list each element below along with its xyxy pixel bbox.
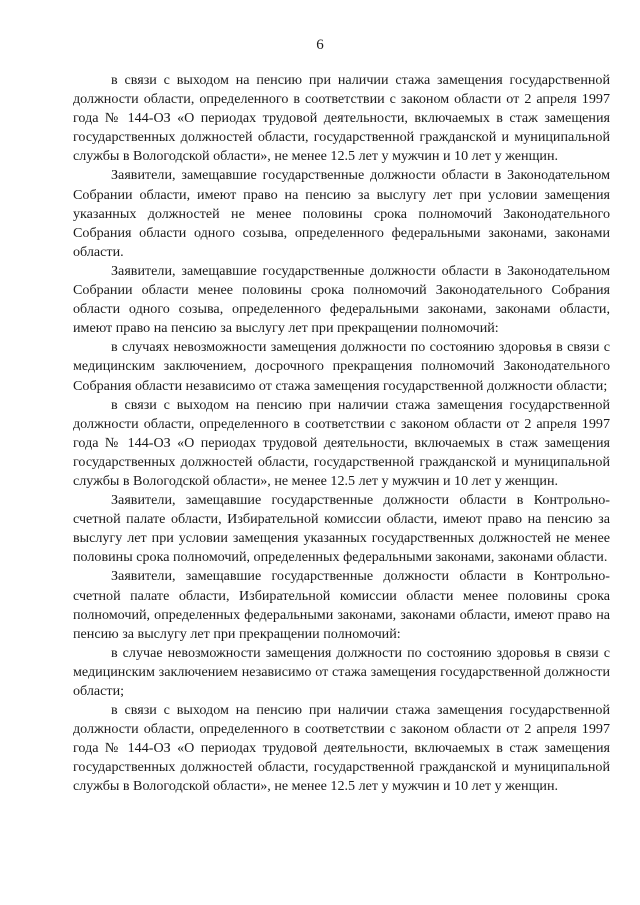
paragraph: в случаях невозможности замещения должности по состоянию здоровья в связи с медицинским заключением, досрочного прекращения полномочий Законодательного Собрания области независимо от стажа замещения государственной должности области;: [73, 339, 610, 394]
paragraph: в связи с выходом на пенсию при наличии стажа замещения государственной должности области, определенного в соответствии с законом области от 2 апреля 1997 года № 144-ОЗ «О периодах трудовой деятельности, включаемых в стаж замещения государственных должностей области, государственной гражданской и муниципальной службы в Вологодской области», не менее 12.5 лет у мужчин и 10 лет у женщин.: [73, 702, 610, 795]
paragraph: в связи с выходом на пенсию при наличии стажа замещения государственной должности области, определенного в соответствии с законом области от 2 апреля 1997 года № 144-ОЗ «О периодах трудовой деятельности, включаемых в стаж замещения государственных должностей области, государственной гражданской и муниципальной службы в Вологодской области», не менее 12.5 лет у мужчин и 10 лет у женщин.: [73, 72, 610, 165]
paragraph: в случае невозможности замещения должности по состоянию здоровья в связи с медицинским заключением независимо от стажа замещения государственной должности области;: [73, 644, 610, 699]
paragraph: Заявители, замещавшие государственные должности области в Контрольно-счетной палате области, Избирательной комиссии области, имеют право на пенсию за выслугу лет при условии замещения указанных государственных должностей не менее половины срока полномочий, определенных федеральными законами, законами области.: [73, 492, 610, 566]
paragraph: Заявители, замещавшие государственные должности области в Контрольно-счетной палате области, Избирательной комиссии области менее половины срока полномочий, определенных федеральными законами, законами области, имеют право на пенсию за выслугу лет при прекращении полномочий:: [73, 568, 610, 642]
paragraph: в связи с выходом на пенсию при наличии стажа замещения государственной должности области, определенного в соответствии с законом области от 2 апреля 1997 года № 144-ОЗ «О периодах трудовой деятельности, включаемых в стаж замещения государственных должностей области, государственной гражданской и муниципальной службы в Вологодской области», не менее 12.5 лет у мужчин и 10 лет у женщин.: [73, 396, 610, 489]
document-body: [73, 71, 610, 797]
paragraph: Заявители, замещавшие государственные должности области в Законодательном Собрании области менее половины срока полномочий Законодательного Собрания области одного созыва, определенного федеральными законами, законами области, имеют право на пенсию за выслугу лет при прекращении полномочий:: [73, 262, 610, 337]
page-number: 6: [316, 37, 324, 53]
paragraph: Заявители, замещавшие государственные должности области в Законодательном Собрании области, имеют право на пенсию за выслугу лет при условии замещения указанных должностей не менее половины срока полномочий Законодательного Собрания области одного созыва, определенного федеральными законами, законами области.: [73, 167, 610, 260]
